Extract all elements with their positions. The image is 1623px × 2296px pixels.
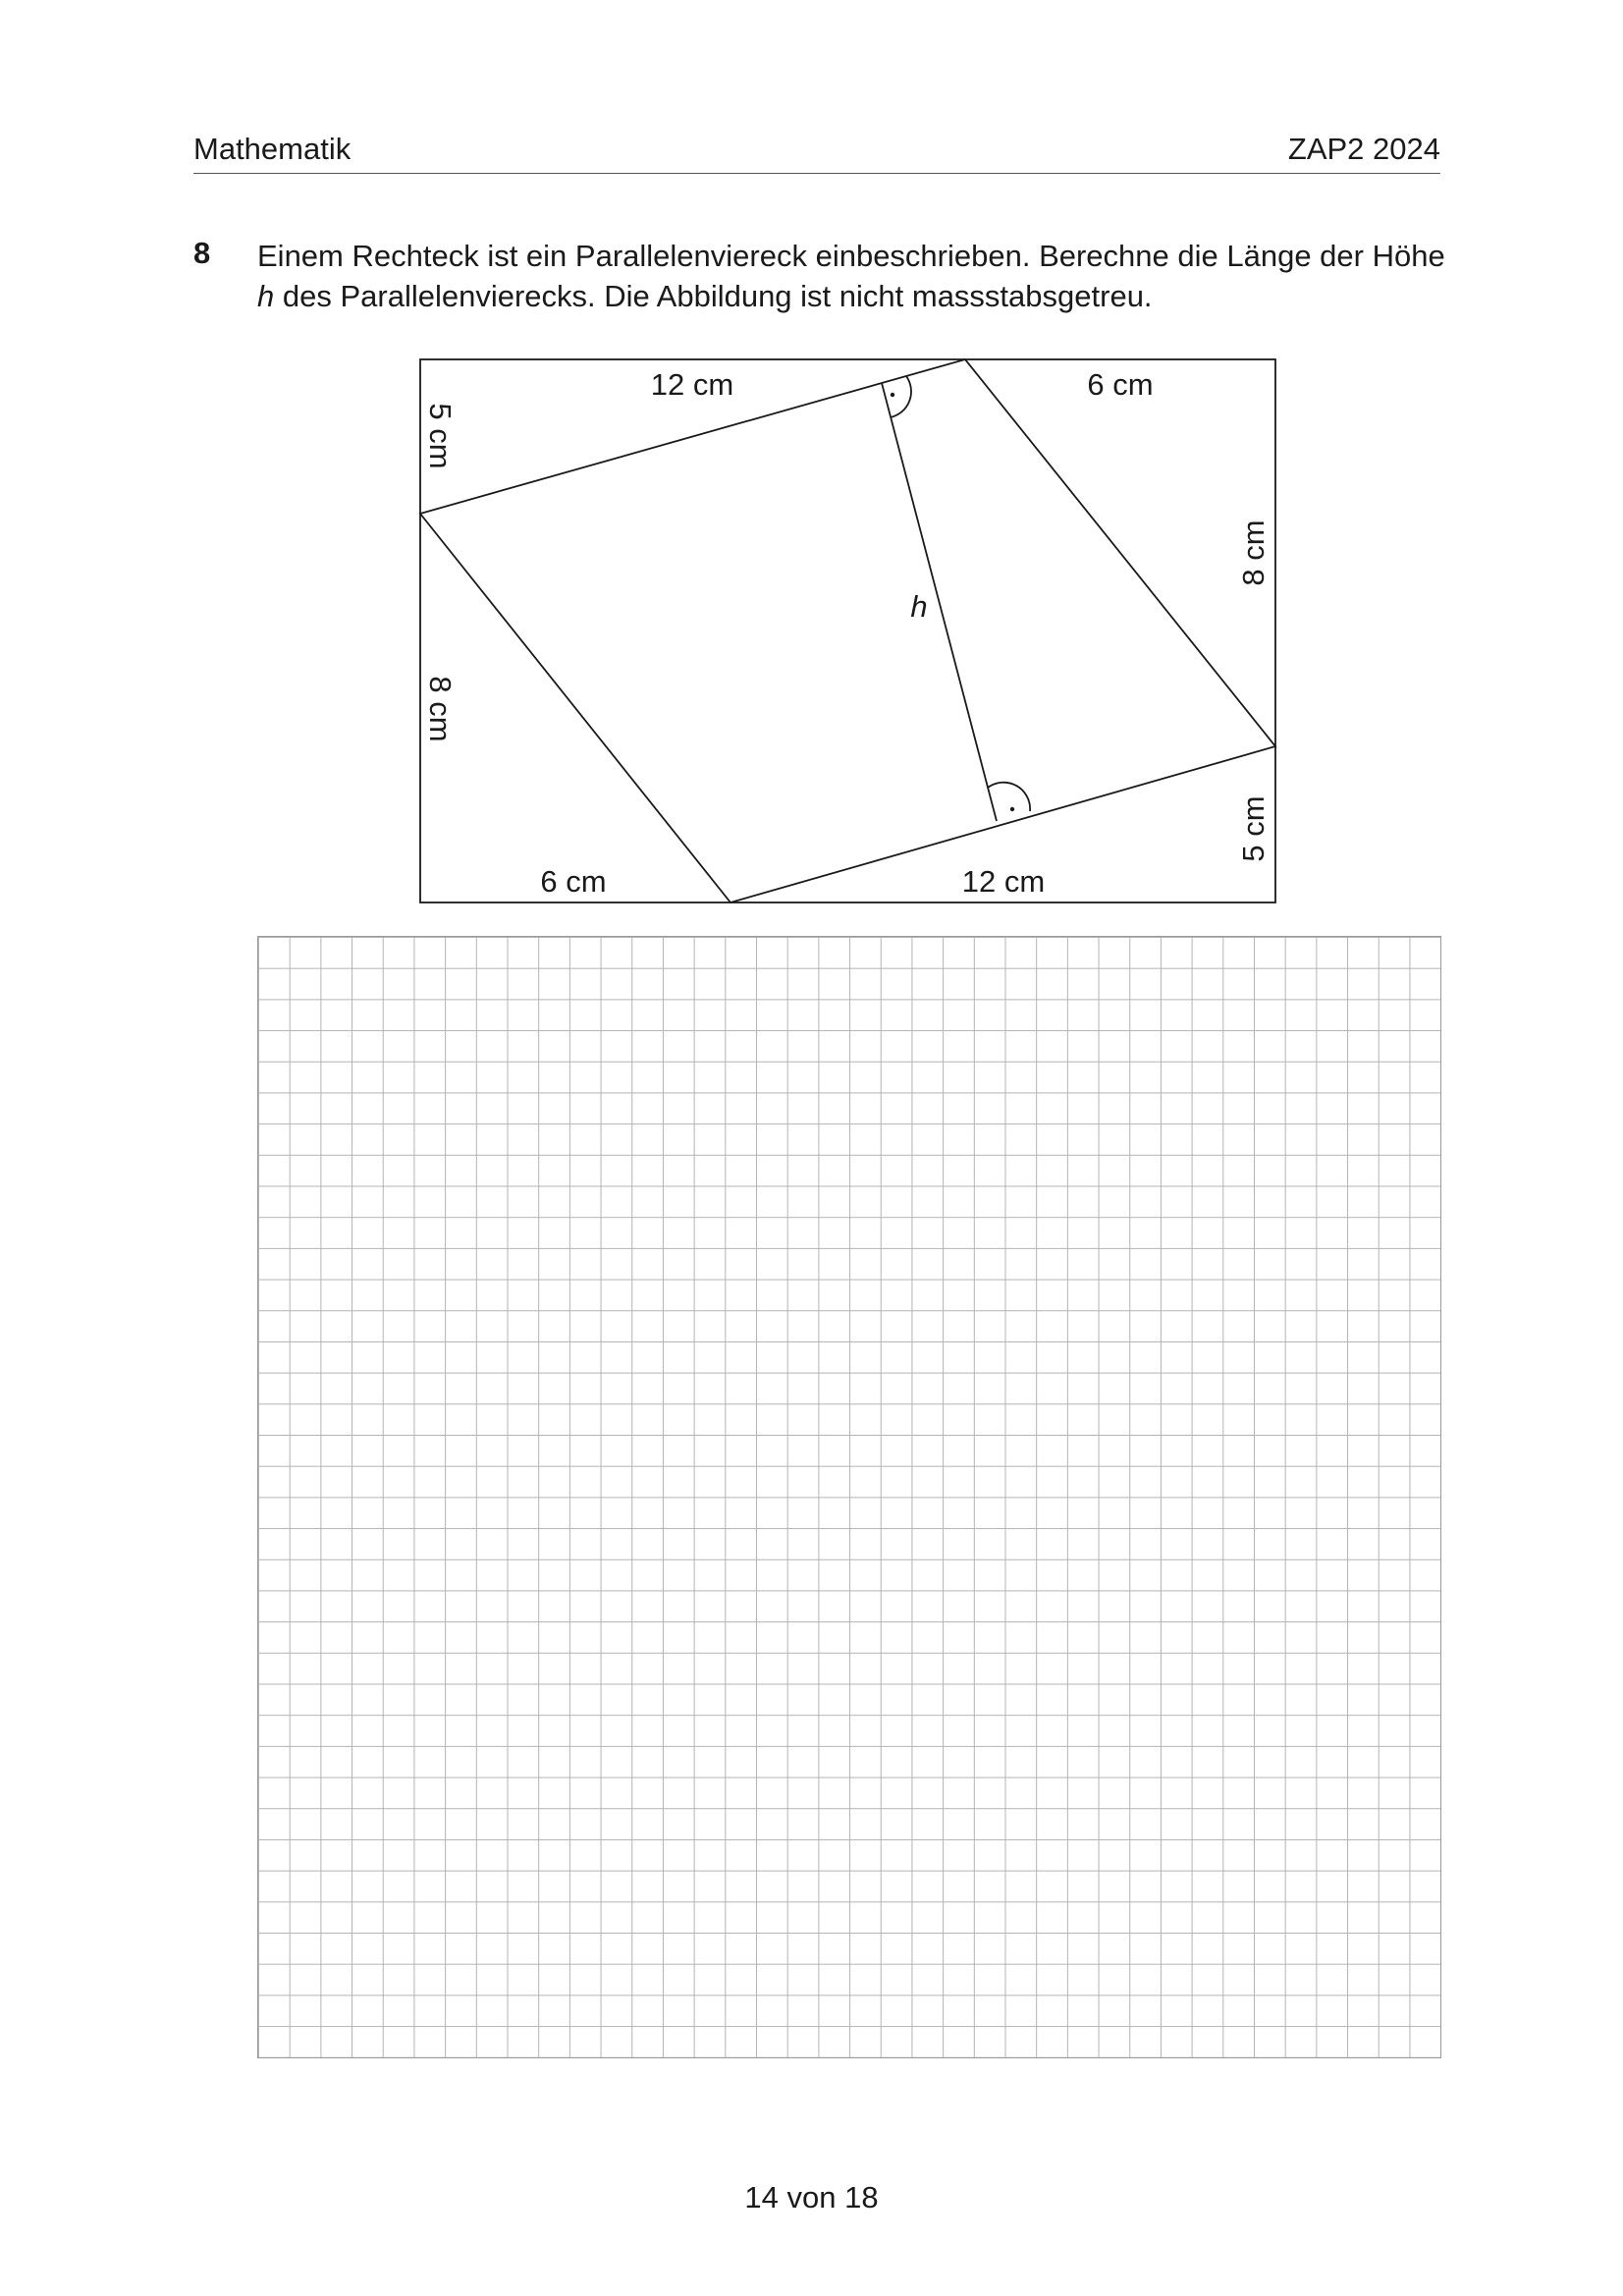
task-text-part1: Einem Rechteck ist ein Parallelenviereck einbeschrieben. Berechne die Länge der Höhe <box>257 239 1445 273</box>
task-text-part2: des Parallelenvierecks. Die Abbildung ist nicht massstabsgetreu. <box>274 279 1153 313</box>
exam-label: ZAP2 2024 <box>1287 132 1440 166</box>
inscribed-parallelogram <box>420 359 1275 902</box>
label-bottom-right: 12 cm <box>961 864 1046 899</box>
label-right-top: 8 cm <box>1236 519 1271 586</box>
label-height: h <box>910 589 928 624</box>
right-angle-dot-top <box>891 393 894 397</box>
label-left-bottom: 8 cm <box>423 676 458 742</box>
height-line <box>882 383 997 821</box>
label-bottom-left: 6 cm <box>540 864 607 899</box>
label-right-bottom: 5 cm <box>1236 795 1271 862</box>
label-left-top: 5 cm <box>423 403 458 469</box>
task-number: 8 <box>193 236 211 270</box>
answer-grid[interactable] <box>257 936 1441 2058</box>
label-top-right: 6 cm <box>1087 367 1154 402</box>
geometry-figure <box>0 0 1623 943</box>
right-angle-arc-top <box>891 376 911 417</box>
outer-rectangle <box>420 359 1275 902</box>
subject-label: Mathematik <box>193 132 352 166</box>
task-variable-h: h <box>257 279 275 313</box>
right-angle-arc-bottom <box>988 783 1030 811</box>
right-angle-dot-bottom <box>1010 807 1014 811</box>
page-number: 14 von 18 <box>744 2180 879 2214</box>
label-top-left: 12 cm <box>650 367 734 402</box>
